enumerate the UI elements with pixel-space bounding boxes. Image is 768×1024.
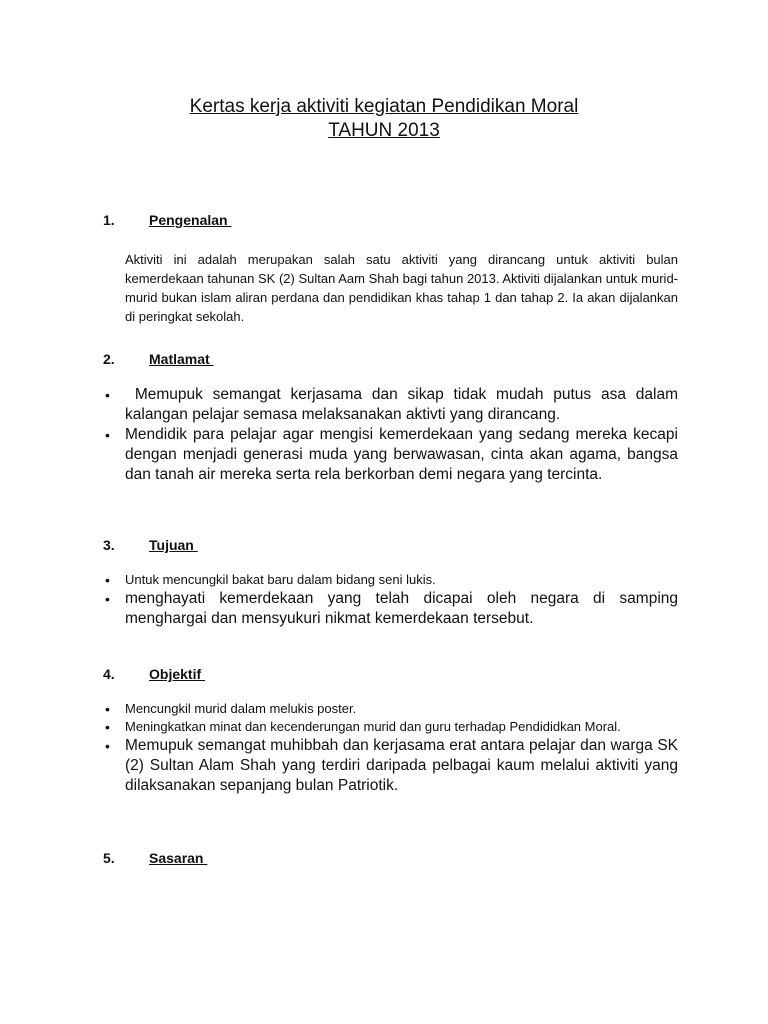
bullet-list	[103, 571, 678, 629]
section-pengenalan	[103, 212, 678, 326]
list-item: • Mencungkil murid dalam melukis poster.	[103, 700, 678, 718]
section-title: Matlamat	[149, 351, 214, 367]
list-item: • Memupuk semangat kerjasama dan sikap tidak mudah putus asa dalam kalangan pelajar semasa melaksanakan aktivti yang dirancang.	[103, 385, 678, 425]
section-objektif	[103, 666, 678, 796]
section-sasaran	[103, 850, 678, 868]
section-number: 2.	[103, 351, 115, 367]
section-number: 3.	[103, 537, 115, 553]
section-title: Pengenalan	[149, 212, 232, 228]
section-title: Sasaran	[149, 850, 208, 866]
section-title: Tujuan	[149, 537, 198, 553]
list-item: • Meningkatkan minat dan kecenderungan murid dan guru terhadap Pendididkan Moral.	[103, 718, 678, 736]
section-number: 1.	[103, 212, 115, 228]
list-item: • Mendidik para pelajar agar mengisi kemerdekaan yang sedang mereka kecapi dengan menjadi generasi muda yang berwawasan, cinta akan agama, bangsa dan tanah air mereka serta rela berkorban demi negara yang tercinta.	[103, 425, 678, 485]
section-title: Objektif	[149, 666, 206, 682]
section-heading	[103, 212, 678, 230]
document-title: Kertas kerja aktiviti kegiatan Pendidikan Moral	[189, 96, 579, 117]
list-item: • Memupuk semangat muhibbah dan kerjasama erat antara pelajar dan warga SK (2) Sultan Alam Shah yang terdiri daripada pelbagai kaum melalui aktiviti yang dilaksanakan sepanjang bulan Patriotik.	[103, 736, 678, 796]
document-year: TAHUN 2013	[328, 120, 440, 141]
bullet-list	[103, 700, 678, 796]
section-heading	[103, 537, 678, 555]
section-paragraph: Aktiviti ini adalah merupakan salah satu aktiviti yang dirancang untuk aktiviti bulan kemerdekaan tahunan SK (2) Sultan Aam Shah bagi tahun 2013. Aktiviti dijalankan untuk murid-murid bukan islam aliran perdana dan pendidikan khas tahap 1 dan tahap 2. Ia akan dijalankan di peringkat sekolah.	[125, 252, 678, 324]
section-matlamat	[103, 351, 683, 485]
section-number: 5.	[103, 850, 115, 866]
section-number: 4.	[103, 666, 115, 682]
list-item: • Untuk mencungkil bakat baru dalam bidang seni lukis.	[103, 571, 678, 589]
section-heading	[103, 666, 678, 684]
list-item: • menghayati kemerdekaan yang telah dicapai oleh negara di samping menghargai dan mensyukuri nikmat kemerdekaan tersebut.	[103, 589, 678, 629]
section-heading	[103, 351, 678, 369]
bullet-list	[103, 385, 683, 485]
section-heading	[103, 850, 678, 868]
section-tujuan	[103, 537, 678, 629]
